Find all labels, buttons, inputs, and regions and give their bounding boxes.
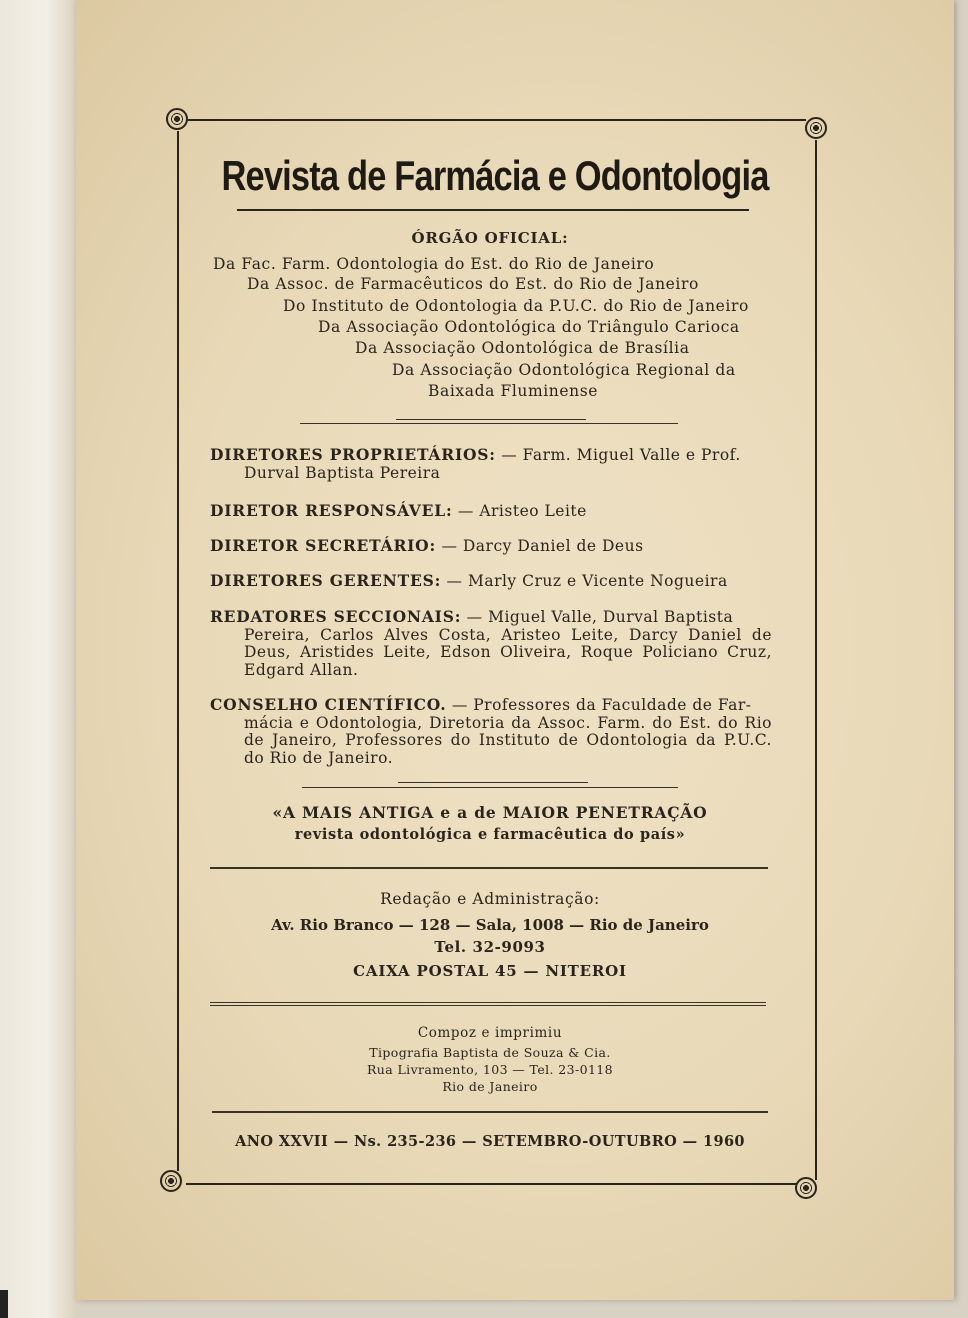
printer-city: Rio de Janeiro [442,1079,538,1094]
staff-entry [210,608,772,679]
title-underline [237,209,749,211]
staff-label: DIRETOR RESPONSÁVEL: [210,501,453,520]
staff-text: — Miguel Valle, Durval Baptista [466,608,734,626]
section-divider [396,419,586,420]
staff-text: — Aristeo Leite [457,502,587,520]
corner-rosette-icon [160,1170,182,1192]
section-divider [210,1002,766,1003]
frame-top-line [186,119,806,121]
staff-text: — Marly Cruz e Vicente Nogueira [446,572,728,590]
orgao-line: Da Associação Odontológica do Triângulo Carioca [318,318,740,336]
staff-entry [210,537,772,556]
issue-footer: ANO XXVII — Ns. 235-236 — SETEMBRO-OUTUBRO — 1960 [235,1133,745,1150]
staff-label: CONSELHO CIENTÍFICO. [210,695,447,714]
orgao-line: Do Instituto de Odontologia da P.U.C. do Rio de Janeiro [283,297,749,315]
book-spine-margin [0,0,78,1318]
staff-entry [210,572,772,591]
address-phone: Tel. 32-9093 [434,938,546,956]
staff-label: DIRETORES PROPRIETÁRIOS: [210,445,496,464]
address-street: Av. Rio Branco — 128 — Sala, 1008 — Rio de Janeiro [271,916,709,934]
section-divider [398,782,588,783]
address-heading: Redação e Administração: [380,890,600,908]
journal-title: Revista de Farmácia e Odontologia [221,152,769,199]
corner-rosette-icon [805,117,827,139]
section-divider [300,423,678,424]
staff-text-cont: Pereira, Carlos Alves Costa, Aristeo Leite, Darcy Daniel de Deus, Aristides Leite, Edson Oliveira, Roque Policiano Cruz, Edgard Allan. [244,625,772,679]
orgao-line: Baixada Fluminense [428,382,599,400]
printer-name: Tipografia Baptista de Souza & Cia. [369,1045,611,1060]
slogan-line-1: «A MAIS ANTIGA e a de MAIOR PENETRAÇÃO [272,803,708,822]
staff-text: — Darcy Daniel de Deus [441,537,644,555]
staff-entry [210,446,772,482]
section-divider [302,787,678,788]
staff-label: REDATORES SECCIONAIS: [210,607,462,626]
address-postal: CAIXA POSTAL 45 — NITEROI [353,962,627,980]
staff-entry [210,696,772,767]
page-edge-shadow [0,1290,8,1318]
staff-text: — Professores da Faculdade de Far- [451,696,752,714]
orgao-line: Da Associação Odontológica de Brasília [355,339,690,357]
printer-heading: Compoz e imprimiu [417,1025,563,1041]
frame-left-line [177,131,179,1171]
frame-bottom-line [186,1183,796,1185]
staff-text-cont: mácia e Odontologia, Diretoria da Assoc. Farm. do Est. do Rio de Janeiro, Professores do Instituto de Odontologia da P.U.C. do Rio de Janeiro. [244,713,772,767]
staff-label: DIRETOR SECRETÁRIO: [210,536,437,555]
section-divider [210,867,768,869]
staff-text-cont: Durval Baptista Pereira [244,463,441,482]
printer-street: Rua Livramento, 103 — Tel. 23-0118 [366,1062,614,1077]
orgao-line: Da Assoc. de Farmacêuticos do Est. do Rio de Janeiro [247,275,699,293]
section-divider [210,1005,766,1006]
staff-entry [210,502,772,521]
staff-text: — Farm. Miguel Valle e Prof. [501,446,741,464]
staff-label: DIRETORES GERENTES: [210,571,442,590]
corner-rosette-icon [795,1177,817,1199]
frame-right-line [815,140,817,1180]
orgao-heading: ÓRGÃO OFICIAL: [411,229,569,247]
orgao-line: Da Associação Odontológica Regional da [392,361,736,379]
slogan-line-2: revista odontológica e farmacêutica do país» [294,826,686,843]
corner-rosette-icon [166,108,188,130]
orgao-line: Da Fac. Farm. Odontologia do Est. do Rio de Janeiro [213,255,655,273]
section-divider [212,1111,768,1113]
